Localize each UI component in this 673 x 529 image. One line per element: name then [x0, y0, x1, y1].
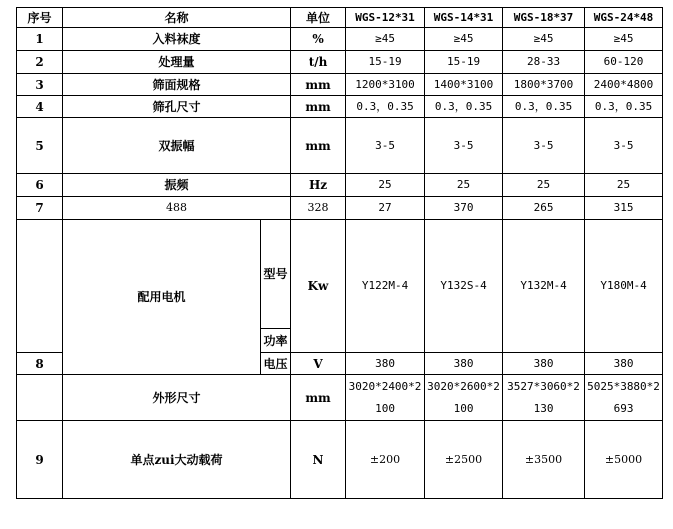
row-unit: t/h	[291, 51, 346, 74]
table-row	[17, 51, 663, 74]
row-unit: 328	[291, 197, 346, 220]
row-value: 0.3，0.35	[503, 96, 585, 118]
row-value: 3-5	[503, 118, 585, 174]
row-seq: 2	[17, 51, 63, 74]
motor-model-value: Y180M-4	[585, 220, 663, 353]
motor-seq-empty	[17, 220, 63, 353]
row-value: 3-5	[425, 118, 503, 174]
row-seq: 5	[17, 118, 63, 174]
row-name: 筛孔尺寸	[63, 96, 291, 118]
row-value: ≥45	[585, 28, 663, 51]
dimensions-line1: 3527*3060*2	[507, 379, 580, 393]
dimensions-line2: 130	[533, 401, 554, 415]
row-value: 315	[585, 197, 663, 220]
header-row	[17, 8, 663, 28]
row-value: 370	[425, 197, 503, 220]
row-value: 2400*4800	[585, 74, 663, 96]
dimensions-line2: 693	[613, 401, 634, 415]
row-value: 25	[425, 174, 503, 197]
dimensions-line2: 100	[453, 401, 474, 415]
row-name: 筛面规格	[63, 74, 291, 96]
row-value: 28-33	[503, 51, 585, 74]
row-value: ≥45	[346, 28, 425, 51]
dimensions-line1: 3020*2400*2	[348, 379, 422, 393]
motor-voltage-value: 380	[425, 353, 503, 375]
row-value: 15-19	[346, 51, 425, 74]
table-row	[17, 174, 663, 197]
motor-model-value: Y132S-4	[425, 220, 503, 353]
row-name: 入料袜度	[63, 28, 291, 51]
motor-model-value: Y122M-4	[346, 220, 425, 353]
load-unit: N	[291, 421, 346, 499]
row-seq: 7	[17, 197, 63, 220]
dimensions-seq-empty	[17, 375, 63, 421]
dimensions-value	[503, 375, 585, 421]
row-value: ≥45	[425, 28, 503, 51]
row-seq: 1	[17, 28, 63, 51]
row-unit: mm	[291, 96, 346, 118]
load-value: ±5000	[585, 421, 663, 499]
row-name: 488	[63, 197, 291, 220]
motor-voltage-unit: V	[291, 353, 346, 375]
spec-table	[16, 7, 663, 499]
row-seq: 3	[17, 74, 63, 96]
row-seq: 6	[17, 174, 63, 197]
row-value: 265	[503, 197, 585, 220]
table-row	[17, 197, 663, 220]
dimensions-row	[17, 375, 663, 421]
motor-label-voltage: 电压	[261, 353, 291, 375]
row-seq: 9	[17, 421, 63, 499]
row-unit: mm	[291, 118, 346, 174]
row-value: 25	[346, 174, 425, 197]
motor-model-row	[17, 220, 663, 329]
dimensions-unit: mm	[291, 375, 346, 421]
motor-voltage-value: 380	[585, 353, 663, 375]
table-row	[17, 74, 663, 96]
header-unit: 单位	[291, 8, 346, 28]
table-row	[17, 96, 663, 118]
row-name: 双振幅	[63, 118, 291, 174]
motor-model-value: Y132M-4	[503, 220, 585, 353]
header-model-2: WGS-14*31	[425, 8, 503, 28]
dimensions-name: 外形尺寸	[63, 375, 291, 421]
motor-voltage-value: 380	[503, 353, 585, 375]
motor-label-model: 型号	[261, 220, 291, 329]
row-value: 25	[503, 174, 585, 197]
load-name: 单点zui大动载荷	[63, 421, 291, 499]
motor-name: 配用电机	[63, 220, 261, 375]
row-value: 1200*3100	[346, 74, 425, 96]
dimensions-value	[585, 375, 663, 421]
row-value: 0.3，0.35	[425, 96, 503, 118]
motor-label-power: 功率	[261, 329, 291, 353]
table-row	[17, 28, 663, 51]
load-value: ±2500	[425, 421, 503, 499]
row-name: 处理量	[63, 51, 291, 74]
row-value: 1800*3700	[503, 74, 585, 96]
header-model-4: WGS-24*48	[585, 8, 663, 28]
motor-voltage-value: 380	[346, 353, 425, 375]
dimensions-line1: 5025*3880*2	[587, 379, 660, 393]
load-value: ±3500	[503, 421, 585, 499]
dimensions-value	[425, 375, 503, 421]
row-unit: mm	[291, 74, 346, 96]
row-unit: Hz	[291, 174, 346, 197]
load-row	[17, 421, 663, 499]
row-seq: 4	[17, 96, 63, 118]
header-model-3: WGS-18*37	[503, 8, 585, 28]
row-value: 15-19	[425, 51, 503, 74]
dimensions-line1: 3020*2600*2	[427, 379, 500, 393]
row-value: ≥45	[503, 28, 585, 51]
row-value: 60-120	[585, 51, 663, 74]
load-value: ±200	[346, 421, 425, 499]
row-value: 0.3，0.35	[585, 96, 663, 118]
row-value: 25	[585, 174, 663, 197]
dimensions-line2: 100	[375, 401, 395, 415]
header-name: 名称	[63, 8, 291, 28]
dimensions-value	[346, 375, 425, 421]
row-unit: %	[291, 28, 346, 51]
header-model-1: WGS-12*31	[346, 8, 425, 28]
row-value: 3-5	[585, 118, 663, 174]
row-value: 27	[346, 197, 425, 220]
row-seq: 8	[17, 353, 63, 375]
header-seq: 序号	[17, 8, 63, 28]
row-value: 0.3，0.35	[346, 96, 425, 118]
row-name: 振频	[63, 174, 291, 197]
motor-model-unit: Kw	[291, 220, 346, 353]
table-row	[17, 118, 663, 174]
row-value: 3-5	[346, 118, 425, 174]
row-value: 1400*3100	[425, 74, 503, 96]
